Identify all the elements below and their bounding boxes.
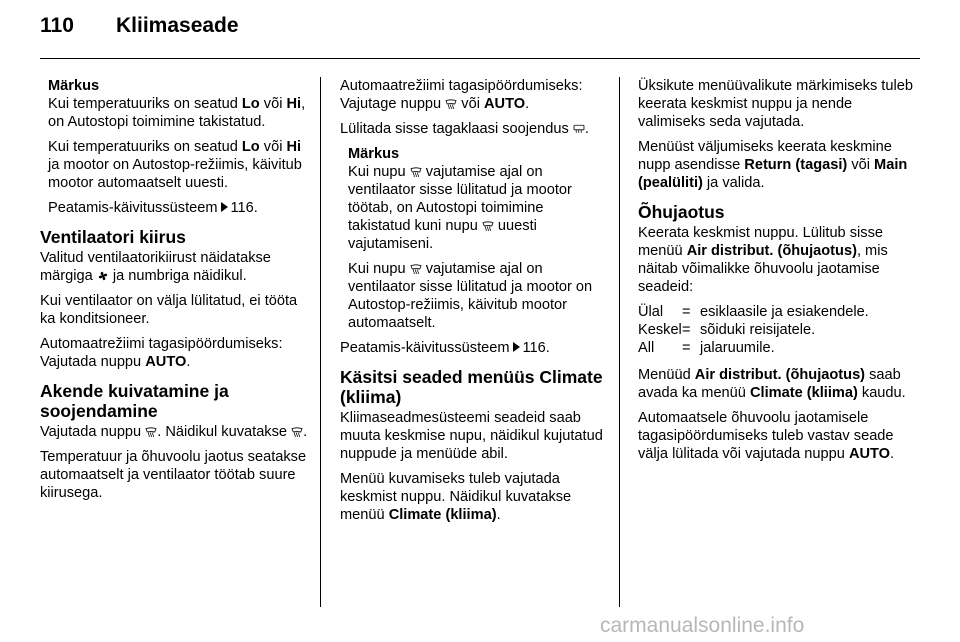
cross-reference: Peatamis-käivitussüsteem 116. bbox=[48, 200, 258, 216]
list-item: All = jalaruumile. bbox=[638, 340, 775, 356]
column-divider-2 bbox=[619, 77, 620, 607]
windscreen-defrost-icon bbox=[410, 167, 422, 177]
xref-arrow-icon bbox=[513, 342, 520, 352]
fan-icon bbox=[97, 271, 109, 281]
section-heading-demist: Akende kuivatamine ja soojendamine bbox=[40, 381, 229, 421]
section-heading-fan-speed: Ventilaatori kiirus bbox=[40, 227, 186, 247]
paragraph: Menüü kuvamiseks tuleb vajutada keskmist nuppu. Näidikul kuvatakse menüü Climate (kliima). bbox=[340, 471, 572, 523]
note-box bbox=[40, 77, 310, 217]
paragraph: Temperatuur ja õhuvoolu jaotus seatakse automaatselt ja ventilaator töötab suure kiirusega. bbox=[40, 449, 307, 501]
column-2 bbox=[340, 77, 610, 531]
paragraph: Keerata keskmist nuppu. Lülitub sisse menüü Air distribut. (õhujaotus), mis näitab võimalikke õhuvoolu jaotamise seadeid: bbox=[638, 225, 888, 295]
paragraph: Automaatrežiimi tagasipöördumiseks: Vajutage nuppu või AUTO. bbox=[340, 78, 583, 112]
section-heading-air-distribution: Õhujaotus bbox=[638, 202, 725, 222]
note-paragraph: Kui temperatuuriks on seatud Lo või Hi ja mootor on Autostop-režiimis, käivitub mootor automaatselt uuesti. bbox=[48, 139, 302, 191]
note-title: Märkus bbox=[348, 146, 400, 162]
paragraph: Kliimaseadmesüsteemi seadeid saab muuta keskmise nupu, näidikul kujutatud nuppude ja menüüde abil. bbox=[340, 410, 603, 462]
column-divider-1 bbox=[320, 77, 321, 607]
paragraph: Automaatrežiimi tagasipöördumiseks: Vajutada nuppu AUTO. bbox=[40, 336, 283, 370]
column-1 bbox=[40, 77, 310, 509]
note-paragraph: Kui nupu vajutamise ajal on ventilaator sisse lülitatud ja mootor töötab, on Autostopi toimimine takistatud kuni nupu uuesti vajutamiseni. bbox=[348, 164, 572, 252]
chapter-title: Kliimaseade bbox=[116, 14, 239, 37]
list-item: Ülal = esiklaasile ja esiakendele. bbox=[638, 304, 869, 320]
header-rule bbox=[40, 58, 920, 59]
xref-arrow-icon bbox=[221, 202, 228, 212]
air-distribution-list bbox=[638, 303, 869, 357]
paragraph: Menüüst väljumiseks keerata keskmine nupp asendisse Return (tagasi) või Main (pealüliti) ja valida. bbox=[638, 139, 908, 191]
paragraph: Automaatsele õhuvoolu jaotamisele tagasipöördumiseks tuleb vastav seade välja lülitada või vajutada nuppu AUTO. bbox=[638, 410, 895, 462]
watermark: carmanualsonline.info bbox=[600, 614, 805, 637]
note-box bbox=[340, 145, 610, 332]
paragraph: Valitud ventilaatorikiirust näidatakse märgiga ja numbriga näidikul. bbox=[40, 250, 271, 284]
page-number: 110 bbox=[40, 14, 74, 37]
paragraph: Kui ventilaator on välja lülitatud, ei tööta ka konditsioneer. bbox=[40, 293, 298, 327]
cross-reference: Peatamis-käivitussüsteem 116. bbox=[340, 340, 550, 356]
note-paragraph: Kui nupu vajutamise ajal on ventilaator sisse lülitatud ja mootor on Autostop-režiimis, käivitub mootor automaatselt. bbox=[348, 261, 593, 331]
windscreen-defrost-icon bbox=[291, 427, 303, 437]
windscreen-defrost-icon bbox=[482, 221, 494, 231]
paragraph: Vajutada nuppu . Näidikul kuvatakse . bbox=[40, 424, 308, 440]
windscreen-defrost-icon bbox=[410, 264, 422, 274]
paragraph: Lülitada sisse tagaklaasi soojendus . bbox=[340, 121, 589, 137]
list-item: Keskel = sõiduki reisijatele. bbox=[638, 322, 816, 338]
section-heading-manual-settings: Käsitsi seaded menüüs Climate (kliima) bbox=[340, 367, 603, 407]
windscreen-defrost-icon bbox=[445, 99, 457, 109]
note-paragraph: Kui temperatuuriks on seatud Lo või Hi, on Autostopi toimimine takistatud. bbox=[48, 96, 306, 130]
paragraph: Üksikute menüüvalikute märkimiseks tuleb keerata keskmist nuppu ja nende valimiseks seda vajutada. bbox=[638, 78, 913, 130]
rear-window-heat-icon bbox=[573, 124, 585, 134]
note-title: Märkus bbox=[48, 78, 100, 94]
paragraph: Menüüd Air distribut. (õhujaotus) saab avada ka menüü Climate (kliima) kaudu. bbox=[638, 367, 906, 401]
column-3 bbox=[638, 77, 918, 470]
windscreen-defrost-icon bbox=[145, 427, 157, 437]
